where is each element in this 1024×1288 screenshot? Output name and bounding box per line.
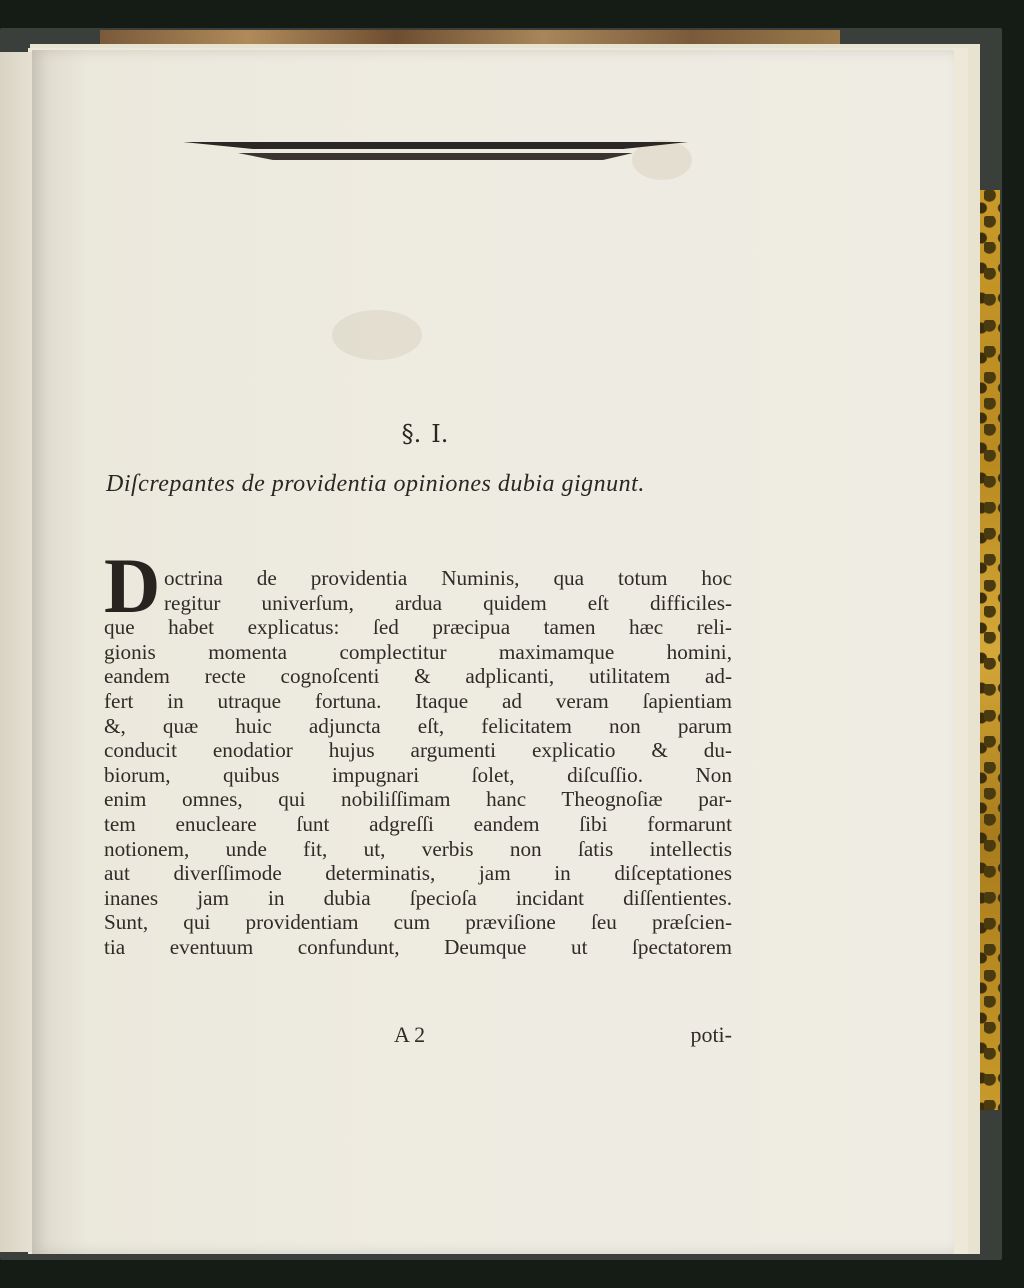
text-line: biorum, quibus impugnari ſolet, diſcuſſio. Non	[104, 762, 732, 787]
section-number	[0, 420, 840, 448]
text-line: enim omnes, qui nobiliſſimam hanc Theognoſiæ par-	[104, 787, 732, 812]
section-heading: Diſcrepantes de providentia opiniones dubia gignunt.	[106, 471, 645, 497]
catchword: poti-	[690, 1022, 732, 1047]
page-footer	[104, 1022, 732, 1048]
text-line: conducit enodatior hujus argumenti explicatio & du-	[104, 738, 732, 763]
text-line: aut diverſſimode determinatis, jam in diſceptationes	[104, 861, 732, 886]
text-line: notionem, unde fit, ut, verbis non ſatis intellectis	[104, 836, 732, 861]
ornamental-rule	[183, 137, 688, 161]
drop-cap-lines	[164, 566, 732, 615]
text-line: &, quæ huic adjuncta eſt, felicitatem non parum	[104, 713, 732, 738]
drop-cap: D	[104, 542, 161, 629]
text-line: octrina de providentia Numinis, qua totum hoc	[164, 566, 732, 590]
text-line: eandem recte cognoſcenti & adplicanti, utilitatem ad-	[104, 664, 732, 689]
body-text	[104, 542, 732, 960]
text-line: regitur univerſum, ardua quidem eſt difficiles-	[164, 590, 732, 615]
text-line: tia eventuum confundunt, Deumque ut ſpectatorem	[104, 934, 732, 959]
section-symbol: §.	[401, 420, 422, 448]
text-line: gionis momenta complectitur maximamque homini,	[104, 639, 732, 664]
text-line: fert in utraque fortuna. Itaque ad veram ſapientiam	[104, 688, 732, 713]
foxing-spot	[332, 310, 422, 360]
text-line: tem enucleare ſunt adgreſſi eandem ſibi formarunt	[104, 811, 732, 836]
text-line: Sunt, qui providentiam cum præviſione ſeu præſcien-	[104, 910, 732, 935]
signature-mark: A 2	[394, 1022, 426, 1047]
previous-page-sliver	[0, 52, 34, 1252]
text-line: que habet explicatus: ſed præcipua tamen hæc reli-	[104, 615, 732, 640]
text-line: inanes jam in dubia ſpecioſa incidant diſſentientes.	[104, 885, 732, 910]
section-numeral: I.	[431, 420, 449, 448]
